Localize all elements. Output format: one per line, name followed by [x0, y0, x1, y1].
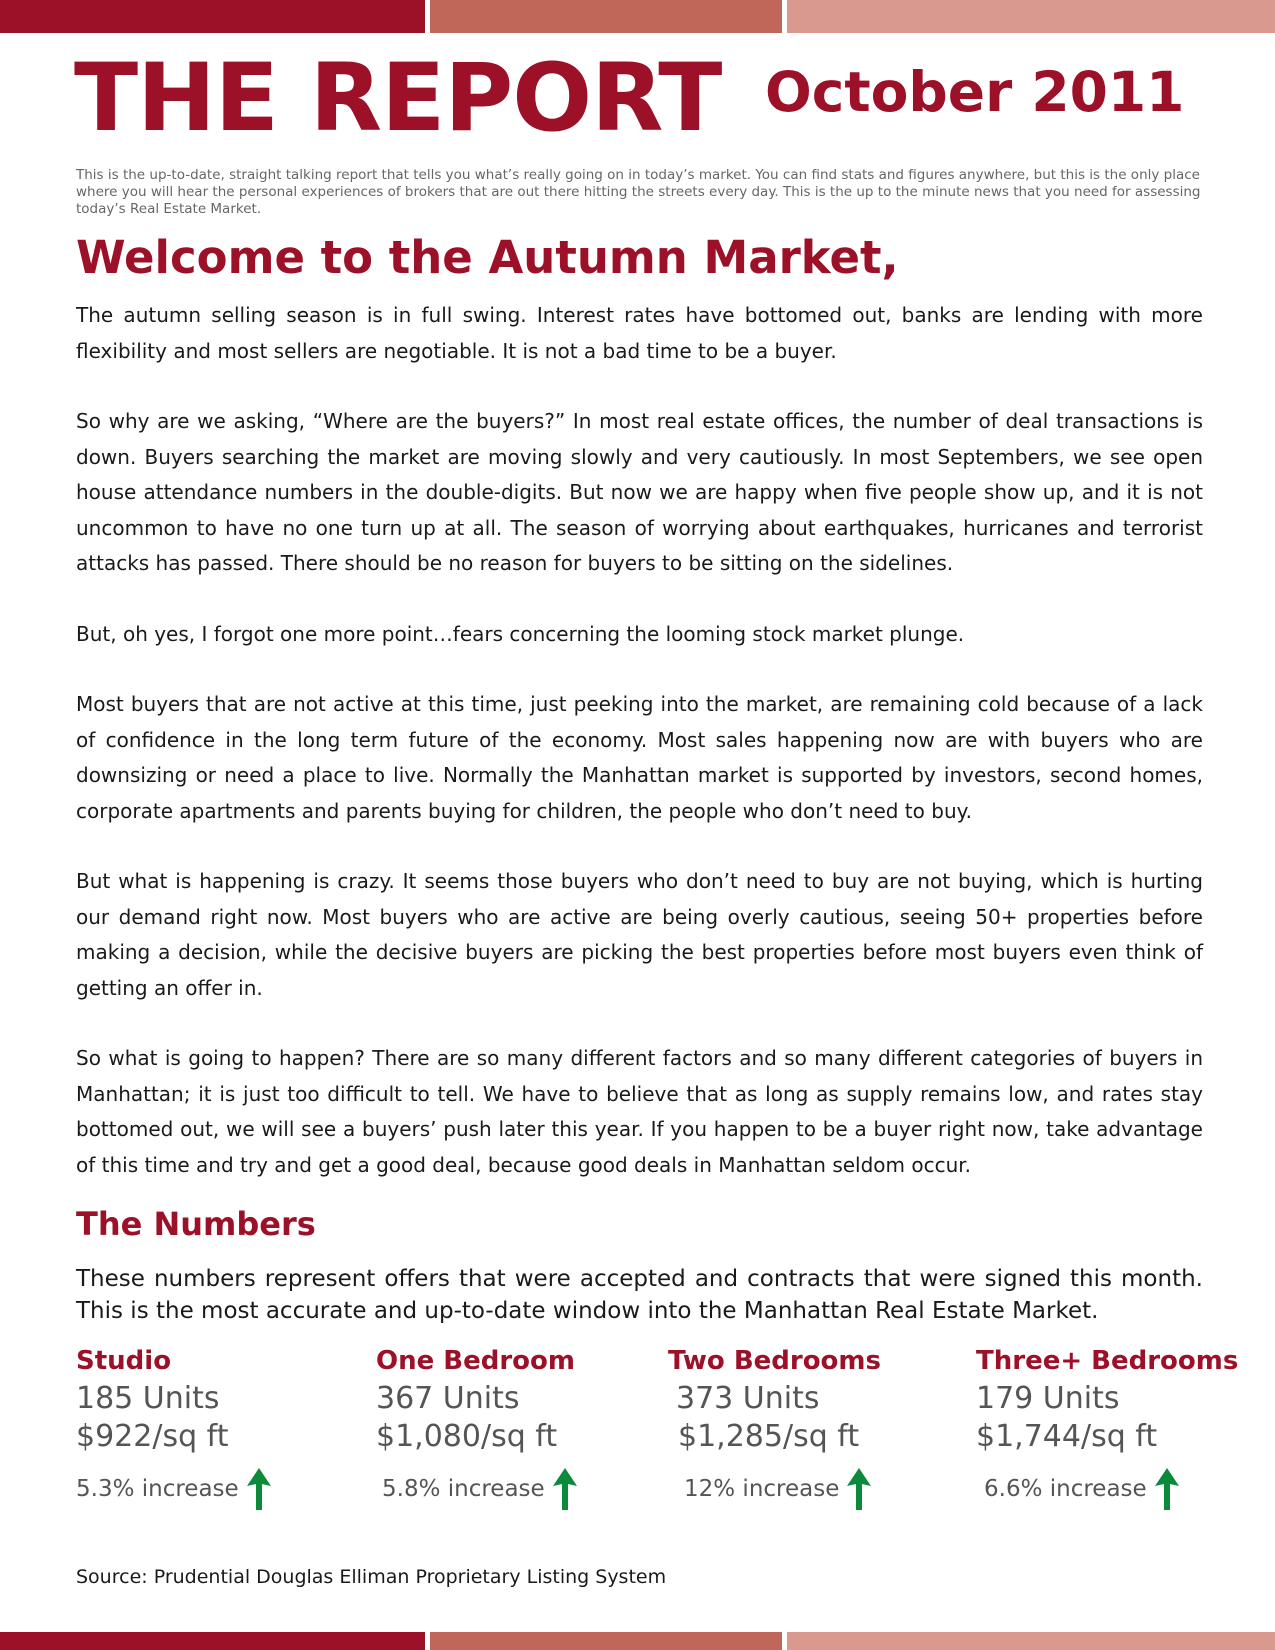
- arrow-up-icon: [847, 1468, 871, 1510]
- stat-three-plus-bedrooms: [976, 1348, 1238, 1510]
- bottom-bar-segment-mid: [430, 1632, 782, 1650]
- arrow-up-icon: [553, 1468, 577, 1510]
- stat-price: $1,744/sq ft: [976, 1419, 1158, 1454]
- report-title: THE REPORT: [74, 44, 722, 153]
- stat-change-text: 6.6% increase: [984, 1476, 1147, 1502]
- bottom-bar-segment-light: [787, 1632, 1275, 1650]
- numbers-intro: These numbers represent offers that were accepted and contracts that were signed this month. This is the most accurate and up-to-date window into the Manhattan Real Estate Market.: [76, 1266, 1203, 1324]
- report-intro: This is the up-to-date, straight talking report that tells you what’s really going on in today’s market. You can find stats and figures anywhere, but this is the only place where you will hear the personal experiences of brokers that are out there hitting the streets every day. This is the up to the minute news that you need for assessing today’s Real Estate Market.: [76, 167, 1201, 217]
- stat-category: Studio: [76, 1346, 172, 1376]
- top-bar-segment-mid: [430, 0, 782, 33]
- stat-category: Three+ Bedrooms: [976, 1346, 1239, 1376]
- stat-change: [376, 1468, 577, 1510]
- stat-two-bedrooms: [668, 1348, 881, 1510]
- stat-studio: [76, 1348, 271, 1510]
- article-paragraph: Most buyers that are not active at this time, just peeking into the market, are remaining cold because of a lack of confidence in the long term future of the economy. Most sales happening now are with buyers who are downsizing or need a place to live. Normally the Manhattan market is supported by investors, second homes, corporate apartments and parents buying for children, the people who don’t need to buy.: [76, 692, 1203, 823]
- top-color-bar: [0, 0, 1275, 33]
- stat-change-text: 5.8% increase: [382, 1476, 545, 1502]
- article-paragraph: So why are we asking, “Where are the buyers?” In most real estate offices, the number of deal transactions is down. Buyers searching the market are moving slowly and very cautiously. In most Septembers, we see open house attendance numbers in the double-digits. But now we are happy when five people show up, and it is not uncommon to have no one turn up at all. The season of worrying about earthquakes, hurricanes and terrorist attacks has passed. There should be no reason for buyers to be sitting on the sidelines.: [76, 409, 1203, 575]
- source-note: Source: Prudential Douglas Elliman Proprietary Listing System: [76, 1566, 667, 1588]
- stat-one-bedroom: [376, 1348, 577, 1510]
- article-paragraph: But what is happening is crazy. It seems those buyers who don’t need to buy are not buying, which is hurting our demand right now. Most buyers who are active are being overly cautious, seeing 50+ properties before making a decision, while the decisive buyers are picking the best properties before most buyers even think of getting an offer in.: [76, 869, 1203, 1000]
- stat-units: 373 Units: [676, 1381, 820, 1416]
- article-paragraph: The autumn selling season is in full swing. Interest rates have bottomed out, banks are lending with more flexibility and most sellers are negotiable. It is not a bad time to be a buyer.: [76, 303, 1203, 363]
- stat-change-text: 5.3% increase: [76, 1476, 239, 1502]
- article-paragraph: So what is going to happen? There are so many different factors and so many different categories of buyers in Manhattan; it is just too difficult to tell. We have to believe that as long as supply remains low, and rates stay bottomed out, we will see a buyers’ push later this year. If you happen to be a buyer right now, take advantage of this time and try and get a good deal, because good deals in Manhattan seldom occur.: [76, 1046, 1203, 1177]
- stat-change: [668, 1468, 881, 1510]
- bottom-bar-segment-dark: [0, 1632, 425, 1650]
- stat-change-text: 12% increase: [684, 1476, 840, 1502]
- arrow-up-icon: [1155, 1468, 1179, 1510]
- stat-price: $1,285/sq ft: [678, 1419, 860, 1454]
- report-date: October 2011: [765, 60, 1185, 124]
- stat-change: [76, 1468, 271, 1510]
- bottom-color-bar: [0, 1632, 1275, 1650]
- top-bar-segment-dark: [0, 0, 425, 33]
- top-bar-segment-light: [787, 0, 1275, 33]
- stat-category: One Bedroom: [376, 1346, 575, 1376]
- stat-price: $1,080/sq ft: [376, 1419, 558, 1454]
- stat-units: 185 Units: [76, 1381, 220, 1416]
- article-heading: Welcome to the Autumn Market,: [76, 231, 899, 284]
- stat-units: 179 Units: [976, 1381, 1120, 1416]
- stat-units: 367 Units: [376, 1381, 520, 1416]
- article-body: [76, 298, 1203, 1218]
- stat-price: $922/sq ft: [76, 1419, 229, 1454]
- stat-change: [976, 1468, 1238, 1510]
- article-paragraph: But, oh yes, I forgot one more point…fears concerning the looming stock market plunge.: [76, 621, 965, 646]
- arrow-up-icon: [247, 1468, 271, 1510]
- stat-category: Two Bedrooms: [668, 1346, 881, 1376]
- numbers-heading: The Numbers: [76, 1205, 316, 1243]
